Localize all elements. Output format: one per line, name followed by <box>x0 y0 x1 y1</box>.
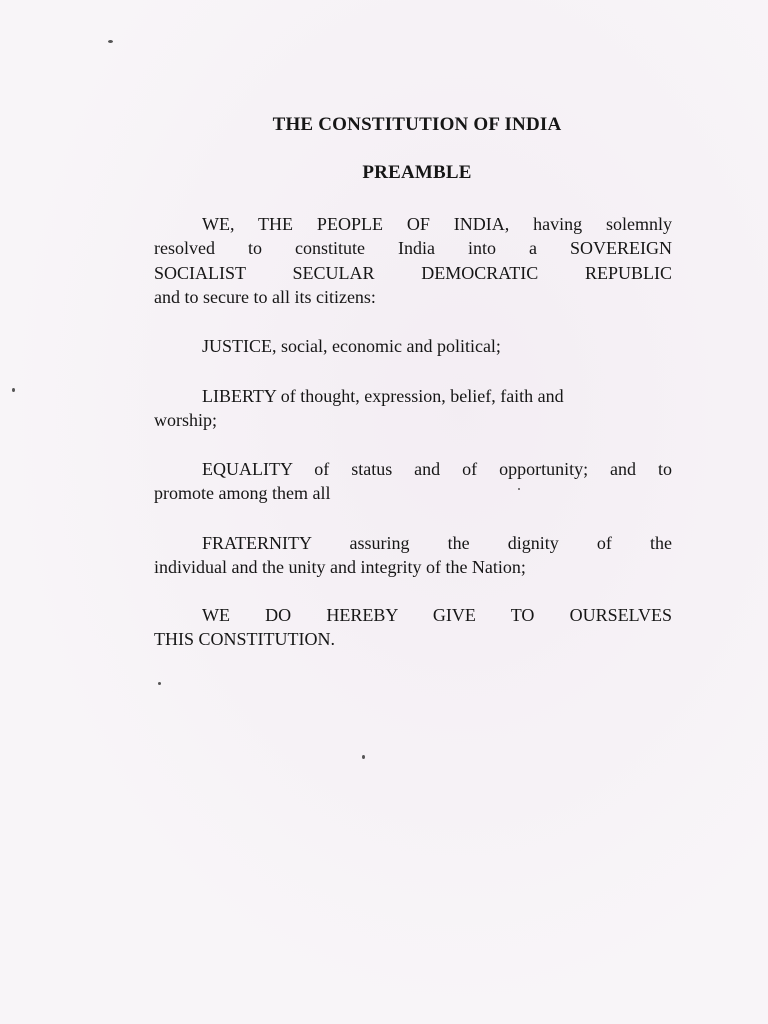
fraternity-line-1: FRATERNITY assuring the dignity of the <box>202 533 672 553</box>
closing-line-2: THIS CONSTITUTION. <box>154 629 335 649</box>
scan-speck <box>108 40 113 43</box>
scan-speck <box>362 755 365 759</box>
opening-line-2: resolved to constitute India into a SOVEREIGN <box>154 238 672 258</box>
preamble-heading: PREAMBLE <box>362 162 472 183</box>
equality-line-1: EQUALITY of status and of opportunity; and to <box>202 459 672 479</box>
opening-line-3: SOCIALIST SECULAR DEMOCRATIC REPUBLIC <box>154 263 672 283</box>
liberty-line-2: worship; <box>154 410 217 430</box>
opening-line-4: and to secure to all its citizens: <box>154 287 376 307</box>
scan-speck <box>12 388 15 392</box>
closing-line-1: WE DO HEREBY GIVE TO OURSELVES <box>202 605 672 625</box>
fraternity-line-2: individual and the unity and integrity of the Nation; <box>154 557 526 577</box>
equality-line-2: promote among them all <box>154 483 331 503</box>
document-title: THE CONSTITUTION OF INDIA <box>272 114 562 135</box>
liberty-line-1: LIBERTY of thought, expression, belief, faith and <box>202 386 564 406</box>
scan-speck <box>158 682 161 685</box>
justice-line: JUSTICE, social, economic and political; <box>202 336 501 356</box>
opening-line-1: WE, THE PEOPLE OF INDIA, having solemnly <box>202 214 672 234</box>
